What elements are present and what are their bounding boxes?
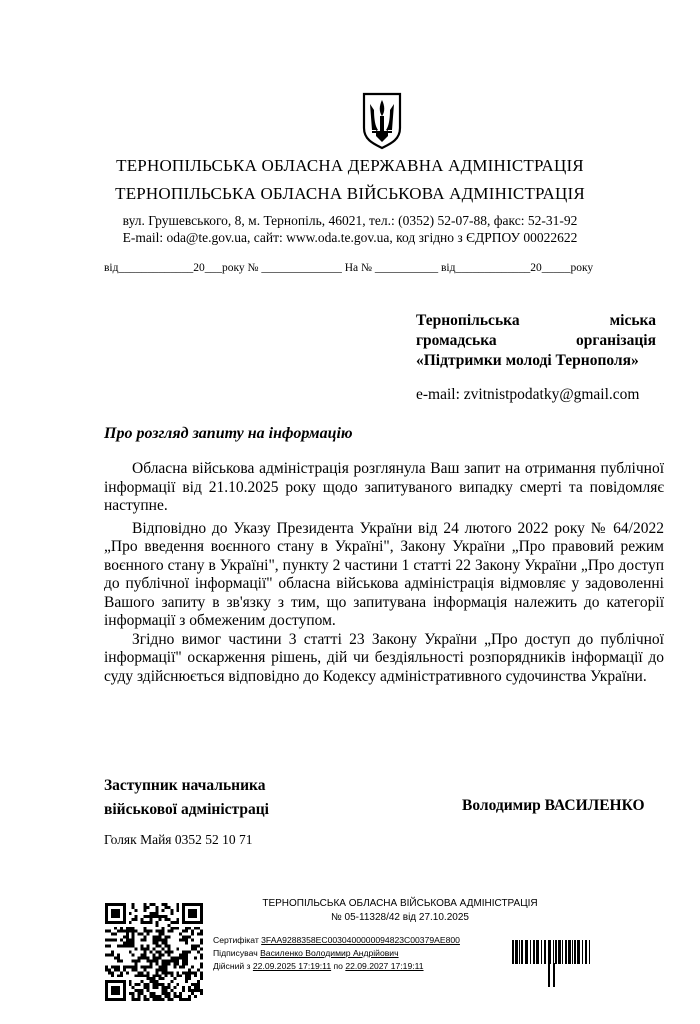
org-contacts: E-mail: oda@te.gov.ua, сайт: www.oda.te.gov.ua, код згідно з ЄДРПОУ 00022622: [122, 230, 578, 245]
stamp-certificate: [213, 935, 460, 945]
recipient-line: Тернопільська міська: [416, 312, 656, 329]
stamp-validity: [213, 961, 424, 971]
qr-code-icon: [105, 903, 203, 1001]
stamp-valid-to: 22.09.2027 17:19:11: [345, 961, 424, 971]
signatory-name: Володимир ВАСИЛЕНКО: [462, 797, 645, 814]
stamp-valid-from: 22.09.2025 17:19:11: [252, 961, 332, 971]
body-paragraph: Обласна військова адміністрація розглянула Ваш запит на отримання публічної інформації від 21.10.2025 року щодо запитуваного випадку смерті та повідомляє наступне.: [104, 460, 664, 514]
barcode-tail-icon: [547, 963, 557, 987]
body-paragraph: Відповідно до Указу Президента України від 24 лютого 2022 року № 64/2022 „Про введення воєнного стану в Україні", Закону України „Про правовий режим воєнного стану в Україні", пункту 2 частини 1 статті 22 Закону України „Про доступ до публічної інформації" обласна військова адміністрація відмовляє у задоволенні Вашого запиту в зв'язку з тим, що запитувана інформація належить до категорії інформації з обмеженим доступом.: [104, 519, 664, 629]
recipient-org-name: «Підтримки молоді Тернополя»: [416, 352, 639, 369]
stamp-valid-mid: по: [331, 961, 346, 971]
stamp-signer: [213, 948, 399, 958]
org-address: вул. Грушевського, 8, м. Тернопіль, 46021, тел.: (0352) 52-07-88, факс: 52-31-92: [122, 213, 578, 228]
stamp-signer-value: Василенко Володимир Андрійович: [260, 948, 399, 958]
stamp-certificate-value: 3FAA9288358EC0030400000094823C00379AE800: [261, 935, 460, 945]
stamp-org-name: ТЕРНОПІЛЬСЬКА ОБЛАСНА ВІЙСЬКОВА АДМІНІСТРАЦІЯ: [262, 898, 538, 909]
org-name-state: ТЕРНОПІЛЬСЬКА ОБЛАСНА ДЕРЖАВНА АДМІНІСТРАЦІЯ: [116, 156, 584, 175]
letter-subject: Про розгляд запиту на інформацію: [104, 425, 353, 442]
executor-contact: Голяк Майя 0352 52 10 71: [104, 832, 253, 847]
recipient-email: e-mail: zvitnistpodatky@gmail.com: [416, 386, 640, 403]
recipient-line: громадська організація: [416, 332, 656, 349]
barcode-icon: [512, 940, 590, 964]
letter-body: [104, 460, 664, 686]
recipient-block: [416, 311, 656, 371]
registration-line: від_____________20___року № ______________ На № ___________ від_____________20_____року: [104, 262, 594, 274]
stamp-certificate-label: Сертифікат: [213, 935, 262, 945]
signatory-title: [104, 774, 269, 822]
trident-emblem-icon: [360, 92, 404, 150]
body-paragraph: Згідно вимог частини 3 статті 23 Закону України „Про доступ до публічної інформації" оскарження рішень, дій чи бездіяльності розпорядників інформації до суду здійснюється відповідно до Кодексу адміністративного судочинства України.: [104, 630, 664, 685]
signatory-title-line: військової адміністраці: [104, 801, 269, 818]
signatory-title-line: Заступник начальника: [104, 777, 266, 794]
stamp-reg-number: № 05-11328/42 від 27.10.2025: [331, 912, 469, 923]
stamp-valid-label: Дійсний з: [213, 961, 253, 971]
org-name-military: ТЕРНОПІЛЬСЬКА ОБЛАСНА ВІЙСЬКОВА АДМІНІСТРАЦІЯ: [115, 184, 585, 203]
stamp-signer-label: Підписувач: [213, 948, 261, 958]
